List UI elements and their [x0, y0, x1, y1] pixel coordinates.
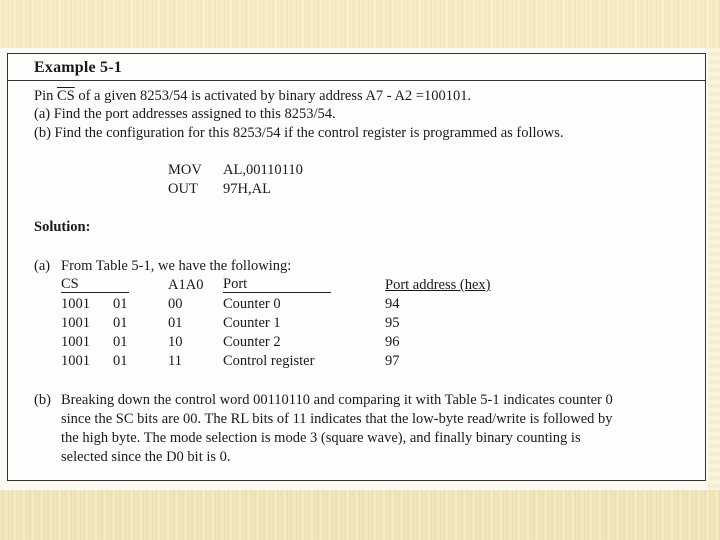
part-b-line-2: since the SC bits are 00. The RL bits of 11 indicates that the low-byte read/write is followed by [61, 411, 613, 427]
row-4-addr: 97 [385, 353, 400, 369]
row-3-b: 01 [113, 334, 128, 350]
header-port: Port [223, 277, 331, 293]
solution-heading: Solution: [34, 219, 91, 235]
header-port-address: Port address (hex) [385, 277, 491, 293]
row-1-cs: 1001 [61, 296, 90, 312]
row-1-b: 01 [113, 296, 128, 312]
right-texture-band [708, 48, 720, 490]
part-b-line-4: selected since the D0 bit is 0. [61, 449, 231, 465]
header-a1a0: A1A0 [168, 277, 204, 293]
row-4-port: Control register [223, 353, 315, 369]
row-1-port: Counter 0 [223, 296, 281, 312]
row-4-cs: 1001 [61, 353, 90, 369]
problem-line-3: (b) Find the configuration for this 8253/54 if the control register is programmed as follows. [34, 125, 564, 141]
row-2-cs: 1001 [61, 315, 90, 331]
row-1-a1a0: 00 [168, 296, 183, 312]
part-b-line-1: Breaking down the control word 00110110 and comparing it with Table 5-1 indicates counter 0 [61, 392, 613, 408]
row-2-a1a0: 01 [168, 315, 183, 331]
problem-suffix: of a given 8253/54 is activated by binary address A7 - A2 =100101. [74, 88, 472, 104]
row-4-a1a0: 11 [168, 353, 182, 369]
example-title: Example 5-1 [34, 59, 122, 76]
row-1-addr: 94 [385, 296, 400, 312]
top-texture-band [0, 0, 720, 48]
part-a-intro: From Table 5-1, we have the following: [61, 258, 292, 274]
row-4-b: 01 [113, 353, 128, 369]
code-op-1: MOV [168, 162, 202, 178]
header-divider [7, 80, 706, 81]
header-cs: CS [61, 277, 129, 293]
code-args-2: 97H,AL [223, 181, 271, 197]
cs-overline-label: $\overline{CS}$ [56, 88, 75, 104]
row-2-b: 01 [113, 315, 128, 331]
row-3-addr: 96 [385, 334, 400, 350]
part-b-line-3: the high byte. The mode selection is mode 3 (square wave), and finally binary counting is [61, 430, 581, 446]
code-op-2: OUT [168, 181, 198, 197]
part-a-label: (a) [34, 258, 51, 274]
row-2-port: Counter 1 [223, 315, 281, 331]
problem-line-1 [34, 88, 471, 105]
row-3-port: Counter 2 [223, 334, 281, 350]
bottom-texture-band [0, 490, 720, 540]
row-3-a1a0: 10 [168, 334, 183, 350]
part-b-label: (b) [34, 392, 51, 408]
code-args-1: AL,00110110 [223, 162, 303, 178]
row-3-cs: 1001 [61, 334, 90, 350]
problem-prefix: Pin [34, 88, 57, 104]
row-2-addr: 95 [385, 315, 400, 331]
problem-line-2: (a) Find the port addresses assigned to this 8253/54. [34, 106, 336, 122]
